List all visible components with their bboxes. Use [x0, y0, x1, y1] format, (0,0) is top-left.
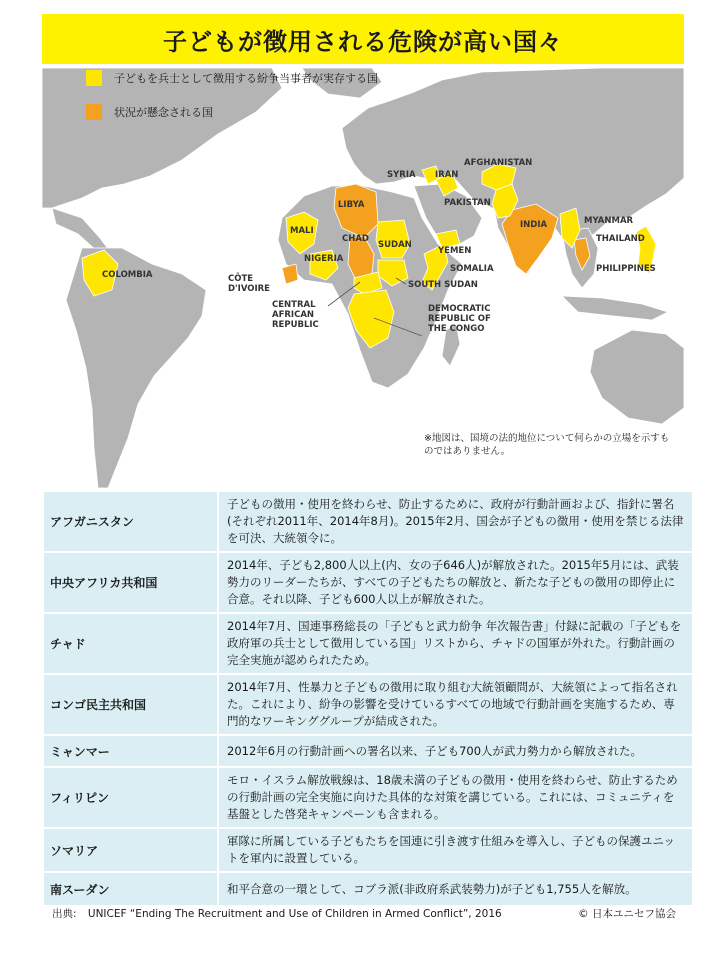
country-description: 軍隊に所属している子どもたちを国連に引き渡す仕組みを導入し、子どもの保護ユニットを軍内に設置している。 — [218, 828, 693, 872]
country-name: ミャンマー — [43, 735, 218, 767]
label-thailand: THAILAND — [596, 234, 645, 244]
label-syria: SYRIA — [387, 170, 416, 180]
landmass-indonesia — [562, 296, 668, 320]
legend-item-recruiting — [86, 70, 378, 86]
label-nigeria: NIGERIA — [304, 254, 344, 264]
table-row — [43, 735, 693, 767]
country-name: アフガニスタン — [43, 491, 218, 552]
table-row — [43, 767, 693, 828]
label-cote-divoire: CÔTE D'IVOIRE — [228, 274, 270, 294]
country-table — [42, 490, 694, 907]
country-name: ソマリア — [43, 828, 218, 872]
country-name: 中央アフリカ共和国 — [43, 552, 218, 613]
landmass-australia — [590, 330, 684, 424]
label-iran: IRAN — [435, 170, 459, 180]
label-india: INDIA — [520, 220, 548, 230]
label-somalia: SOMALIA — [450, 264, 494, 274]
legend-label: 子どもを兵士として徴用する紛争当事者が実存する国 — [114, 72, 378, 85]
country-description: モロ・イスラム解放戦線は、18歳未満の子どもの徴用・使用を終わらせ、防止するための行動計画の完全実施に向けた具体的な対策を講じている。これには、コミュニティを基盤とした啓発キャンペーンも含まれる。 — [218, 767, 693, 828]
country-sudan — [376, 220, 410, 258]
legend-swatch-yellow — [86, 70, 102, 86]
label-myanmar: MYANMAR — [584, 216, 634, 226]
label-chad: CHAD — [342, 234, 369, 244]
country-description: 2014年7月、国連事務総長の「子どもと武力紛争 年次報告書」付録に記載の「子どもを政府軍の兵士として徴用している国」リストから、チャドの国軍が外れた。行動計画の完全実施が認められたため。 — [218, 613, 693, 674]
landmass-north-america — [42, 68, 282, 208]
label-south-sudan: SOUTH SUDAN — [408, 280, 478, 290]
world-map — [42, 68, 684, 488]
label-philippines: PHILIPPINES — [596, 264, 656, 274]
country-description: 和平合意の一環として、コブラ派(非政府系武装勢力)が子ども1,755人を解放。 — [218, 872, 693, 906]
country-name: フィリピン — [43, 767, 218, 828]
page-title: 子どもが徴用される危険が高い国々 — [163, 27, 563, 56]
legend-label: 状況が懸念される国 — [114, 106, 213, 119]
label-mali: MALI — [290, 226, 314, 236]
label-drc: DEMOCRATIC REPUBLIC OF THE CONGO — [428, 304, 491, 334]
copyright: © 日本ユニセフ協会 — [578, 908, 676, 920]
map-note: ※地図は、国境の法的地位について何らかの立場を示すものではありません。 — [424, 433, 670, 457]
country-cote-divoire — [282, 264, 298, 284]
label-libya: LIBYA — [338, 200, 365, 210]
label-afghanistan: AFGHANISTAN — [464, 158, 533, 168]
source-citation — [52, 906, 502, 921]
legend-item-concern — [86, 104, 213, 120]
label-sudan: SUDAN — [378, 240, 412, 250]
legend-swatch-orange — [86, 104, 102, 120]
table-row — [43, 491, 693, 552]
country-description: 2012年6月の行動計画への署名以来、子ども700人が武力勢力から解放された。 — [218, 735, 693, 767]
landmass-central-america — [52, 208, 112, 254]
country-name: 南スーダン — [43, 872, 218, 906]
country-description: 2014年、子ども2,800人以上(内、女の子646人)が解放された。2015年5月には、武装勢力のリーダーたちが、すべての子どもたちの解放と、新たな子どもの徴用の即停止に合意。それ以降、子ども600人以上が解放された。 — [218, 552, 693, 613]
label-car: CENTRAL AFRICAN REPUBLIC — [272, 300, 319, 330]
table-row — [43, 828, 693, 872]
country-name: チャド — [43, 613, 218, 674]
label-pakistan: PAKISTAN — [444, 198, 491, 208]
country-description: 2014年7月、性暴力と子どもの徴用に取り組む大統領顧問が、大統領によって指名された。これにより、紛争の影響を受けているすべての地域で行動計画を実施するため、専門的なワーキンググループが結成された。 — [218, 674, 693, 735]
label-colombia: COLOMBIA — [102, 270, 153, 280]
table-row — [43, 613, 693, 674]
table-row — [43, 552, 693, 613]
country-name: コンゴ民主共和国 — [43, 674, 218, 735]
country-description: 子どもの徴用・使用を終わらせ、防止するために、政府が行動計画および、指針に署名(それぞれ2011年、2014年8月)。2015年2月、国会が子どもの徴用・使用を禁じる法律を可決、大統領令に。 — [218, 491, 693, 552]
source-text: UNICEF “Ending The Recruitment and Use of Children in Armed Conflict”, 2016 — [87, 908, 502, 920]
label-yemen: YEMEN — [438, 246, 472, 256]
table-row — [43, 872, 693, 906]
source-label: 出典: — [52, 908, 77, 920]
table-row — [43, 674, 693, 735]
title-bar — [42, 14, 684, 64]
